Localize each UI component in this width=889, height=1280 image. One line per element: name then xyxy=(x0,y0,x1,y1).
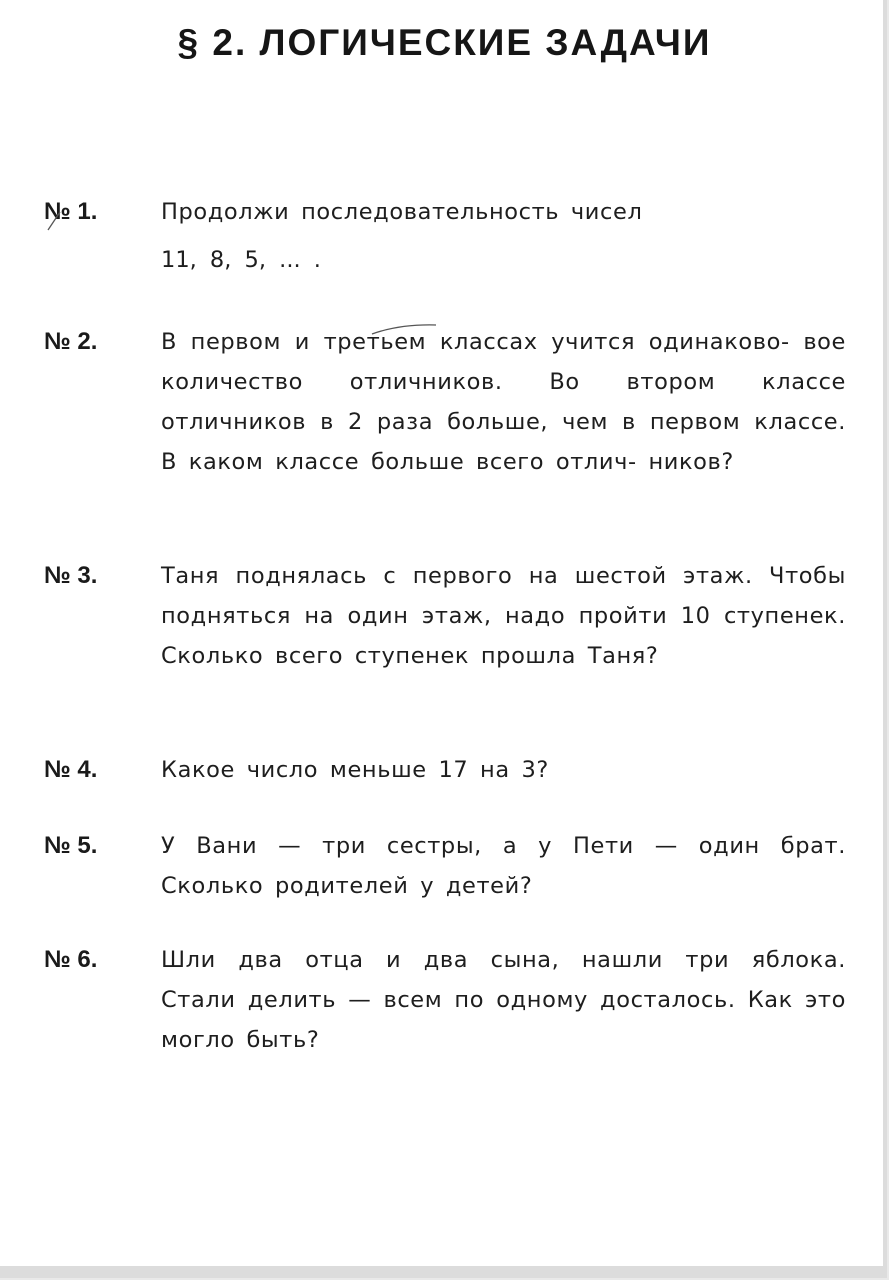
problem-number: № 6. xyxy=(44,946,98,973)
problem-text: Шли два отца и два сына, нашли три яблока. Стали делить — всем по одному досталось. Как это могло быть? xyxy=(161,947,846,1053)
problem-text: Какое число меньше 17 на 3? xyxy=(161,757,549,783)
problem-number: № 3. xyxy=(44,562,98,589)
problem-text: У Вани — три сестры, а у Пети — один брат. Сколько родителей у детей? xyxy=(161,833,846,899)
pencil-mark xyxy=(370,322,440,336)
pencil-mark xyxy=(44,204,74,234)
section-title: § 2. ЛОГИЧЕСКИЕ ЗАДАЧИ xyxy=(177,22,712,63)
problem-text xyxy=(161,322,846,482)
number-sequence: 11, 8, 5, ... . xyxy=(161,247,321,273)
problem-text: Таня поднялась с первого на шестой этаж. Чтобы подняться на один этаж, надо пройти 10 ступенек. Сколько всего ступенек прошла Таня? xyxy=(161,563,846,669)
problem-number: № 2. xyxy=(44,328,98,355)
problem-number: № 1. xyxy=(44,198,98,225)
problem-text: Продолжи последовательность чисел xyxy=(161,199,643,225)
problem-text-line: В первом и третьем классах учится одинаково‑ вое количество отличников. Во втором классе отличников в 2 раза больше, чем в первом классе. В каком классе больше всего отлич- ников? xyxy=(161,329,846,475)
problem-number: № 4. xyxy=(44,756,98,783)
problem-number: № 5. xyxy=(44,832,98,859)
